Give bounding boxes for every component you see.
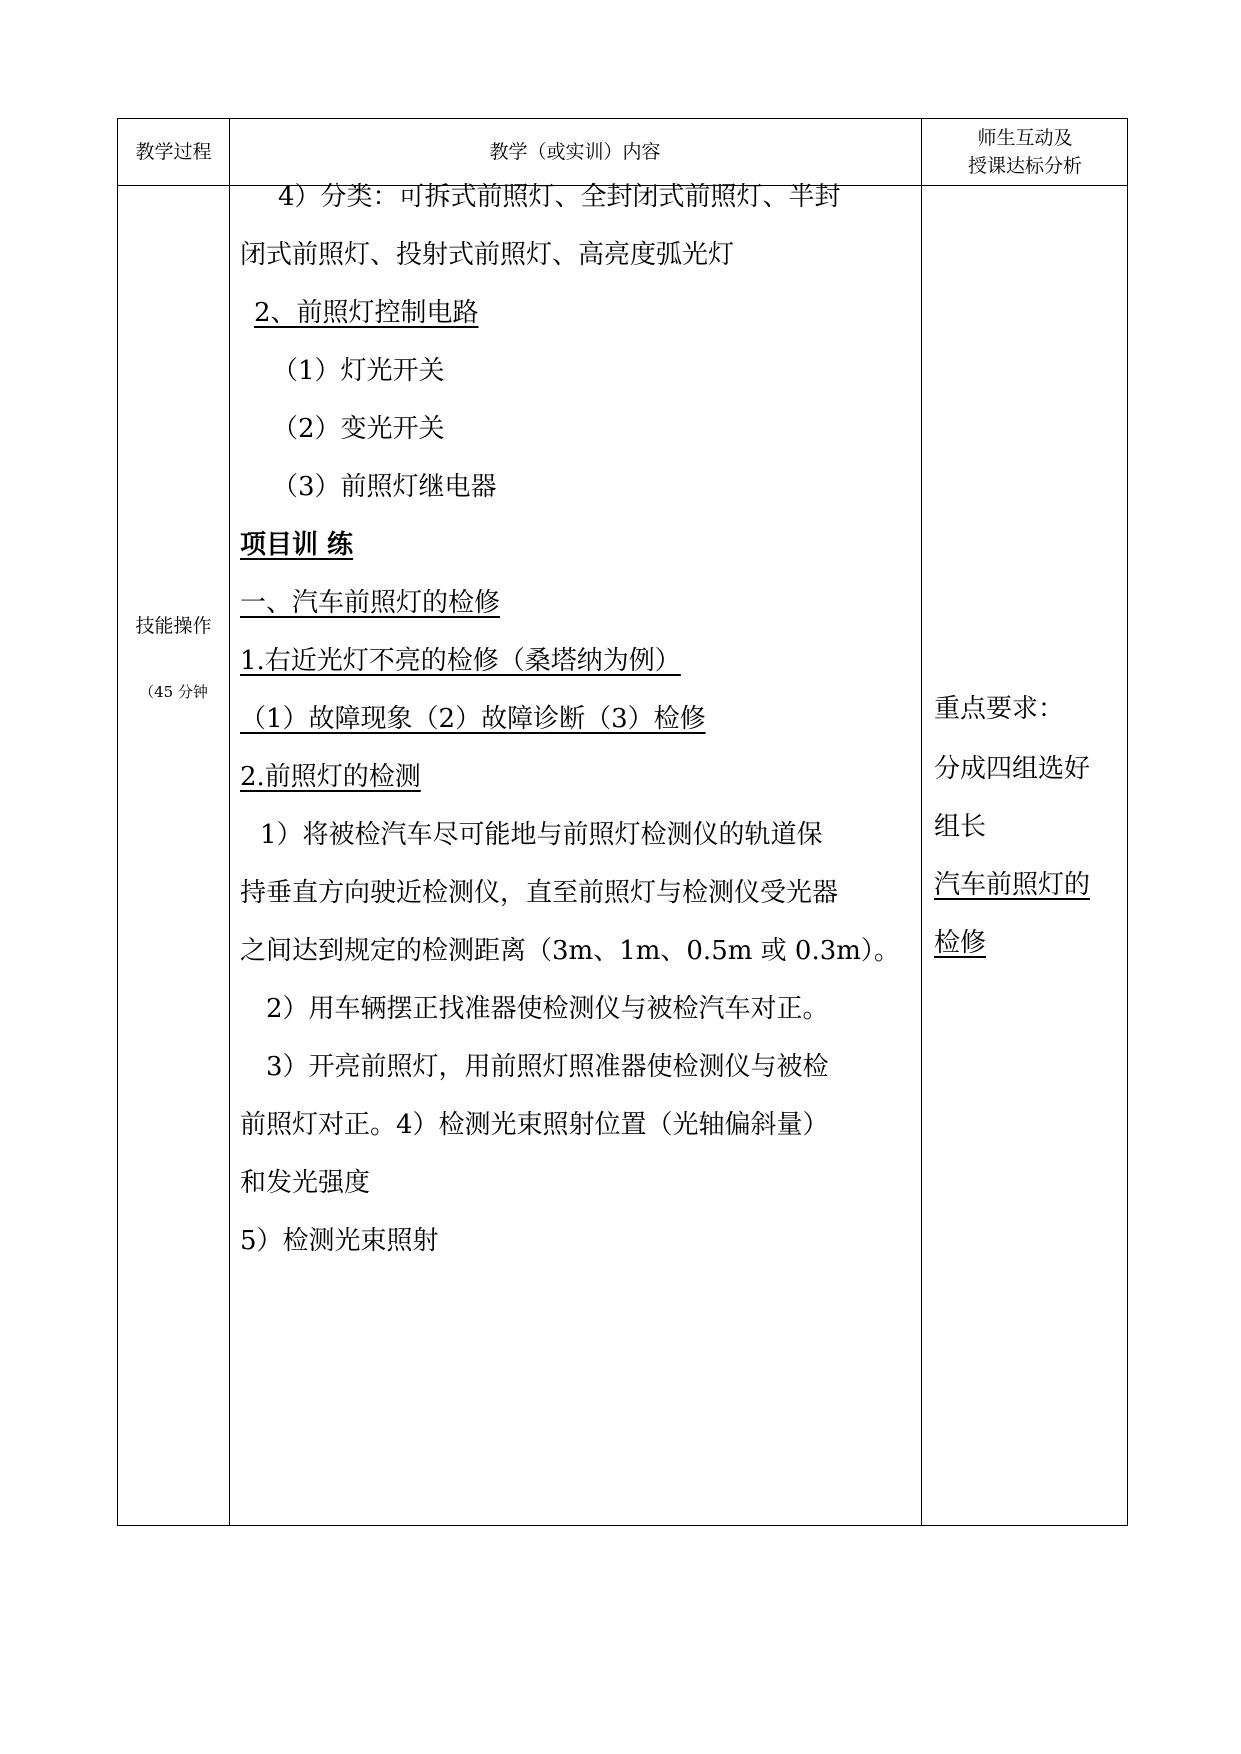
analysis-line: 分成四组选好 xyxy=(934,754,1091,784)
side-label-time: （45 分钟 xyxy=(139,683,208,701)
header-teaching-content: 教学（或实训）内容 xyxy=(489,141,661,163)
content-line: （1）灯光开关 xyxy=(272,356,445,386)
content-line: 5）检测光束照射 xyxy=(240,1226,439,1256)
header-analysis-line-1: 师生互动及 xyxy=(977,127,1073,149)
subsection-heading: 1.右近光灯不亮的检修（桑塔纳为例） xyxy=(240,646,681,676)
analysis-line: 检修 xyxy=(934,928,987,958)
content-line: 持垂直方向驶近检测仪，直至前照灯与检测仪受光器 xyxy=(240,878,839,908)
subsection-heading: （1）故障现象（2）故障诊断（3）检修 xyxy=(240,704,706,734)
section-heading: 项目训 练 xyxy=(240,530,354,560)
analysis-line: 重点要求： xyxy=(934,694,1065,724)
content-line: 4）分类：可拆式前照灯、全封闭式前照灯、半封 xyxy=(278,182,841,212)
lesson-table xyxy=(117,118,1128,1526)
section-heading: 一、汽车前照灯的检修 xyxy=(240,588,501,618)
subsection-heading: 2.前照灯的检测 xyxy=(240,762,421,792)
header-analysis-line-2: 授课达标分析 xyxy=(967,155,1082,177)
column-divider-2 xyxy=(921,119,922,1525)
analysis-line: 组长 xyxy=(934,812,987,842)
header-teaching-process: 教学过程 xyxy=(135,141,212,163)
content-line: （2）变光开关 xyxy=(272,414,445,444)
content-line: 闭式前照灯、投射式前照灯、高亮度弧光灯 xyxy=(240,240,735,270)
content-line: （3）前照灯继电器 xyxy=(272,472,497,502)
content-line: 前照灯对正。4）检测光束照射位置（光轴偏斜量） xyxy=(240,1110,829,1140)
column-divider-1 xyxy=(229,119,230,1525)
content-line: 1）将被检汽车尽可能地与前照灯检测仪的轨道保 xyxy=(260,820,823,850)
content-line: 3）开亮前照灯，用前照灯照准器使检测仪与被检 xyxy=(266,1052,829,1082)
content-line: 和发光强度 xyxy=(240,1168,371,1198)
analysis-line: 汽车前照灯的 xyxy=(934,870,1091,900)
header-interaction-analysis xyxy=(921,124,1129,180)
content-line: 2）用车辆摆正找准器使检测仪与被检汽车对正。 xyxy=(266,994,829,1024)
section-heading: 2、前照灯控制电路 xyxy=(254,298,479,328)
side-label-skill: 技能操作 xyxy=(135,615,212,637)
content-line: 之间达到规定的检测距离（3m、1m、0.5m 或 0.3m）。 xyxy=(240,936,900,966)
